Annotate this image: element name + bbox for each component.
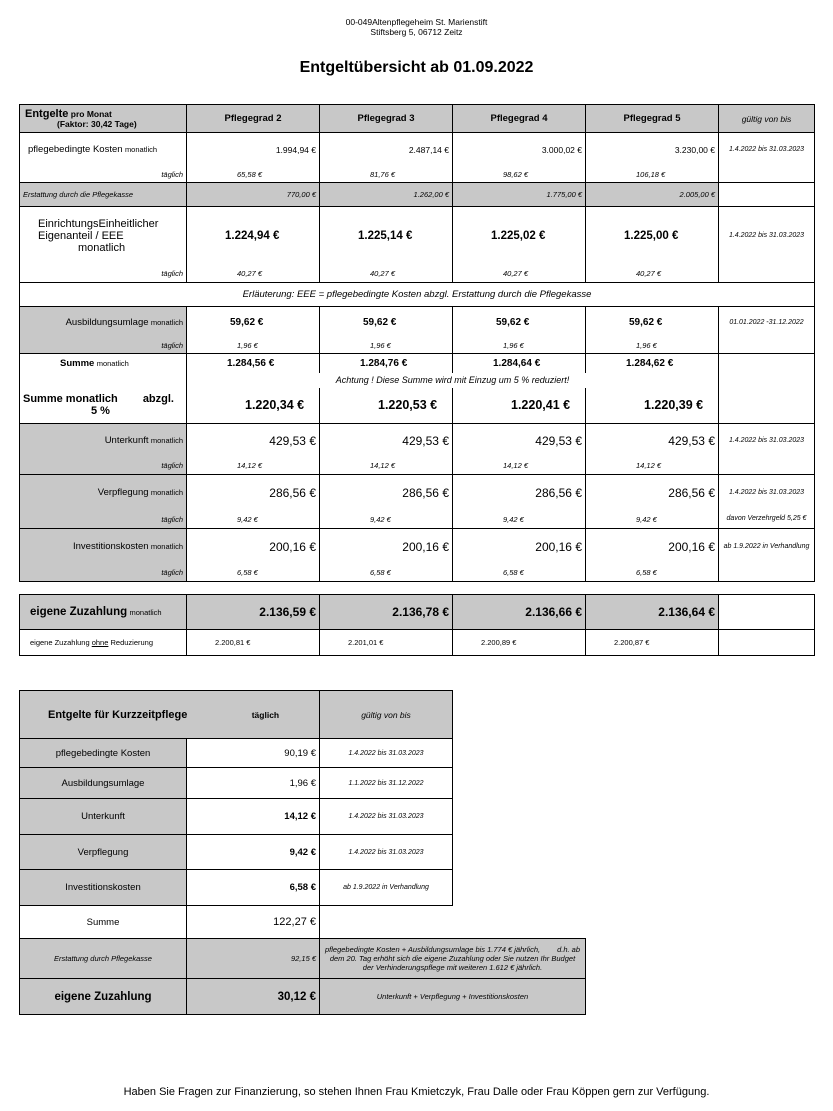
summe-label: Summe <box>60 357 95 369</box>
ik-daily-pg4: 6,58 € <box>453 565 586 582</box>
summe5-pg4: 1.220,41 € <box>453 388 586 424</box>
au-label-cell <box>20 307 187 338</box>
uk-row <box>20 424 815 458</box>
facility-name: 00-049Altenpflegeheim St. Marienstift <box>345 17 488 27</box>
achtung-row <box>20 373 815 388</box>
kz-row <box>20 870 586 906</box>
kz-row <box>20 799 586 835</box>
au-pg5: 59,62 € <box>586 307 719 338</box>
pk-value-pg3: 2.487,14 € <box>320 133 453 167</box>
kz-summe-label: Summe <box>20 906 187 939</box>
eee-daily-pg5: 40,27 € <box>586 265 719 283</box>
ik-daily-pg2: 6,58 € <box>187 565 320 582</box>
vp-pg4: 286,56 € <box>453 475 586 511</box>
summe-pg2: 1.284,56 € <box>187 354 320 373</box>
summe5-pg3: 1.220,53 € <box>320 388 453 424</box>
kz-valid-0: 1.4.2022 bis 31.03.2023 <box>320 739 453 768</box>
header-pflegegrad-2: Pflegegrad 2 <box>187 105 320 133</box>
erstattung-row <box>20 183 815 207</box>
au-daily-pg2: 1,96 € <box>187 338 320 354</box>
kz-ez-row <box>20 979 586 1015</box>
erlaeuterung-row <box>20 283 815 307</box>
kz-header-cell <box>20 691 320 739</box>
kz-erstattung-note <box>320 939 586 979</box>
vp-label-cell <box>20 475 187 511</box>
eee-label-cell <box>20 207 187 265</box>
au-gueltig: 01.01.2022 -31.12.2022 <box>719 307 815 338</box>
main-fee-table <box>19 104 815 656</box>
ik-row <box>20 529 815 565</box>
kz-note-line-1 <box>325 945 580 954</box>
summe-empty <box>719 354 815 373</box>
erlaeuterung-text: Erläuterung: EEE = pflegebedingte Kosten abzgl. Erstattung durch die Pflegekasse <box>20 283 815 307</box>
ez-label-cell <box>20 595 187 630</box>
kz-note-1: pflegebedingte Kosten + Ausbildungsumlage bis 1.774 € jährlich, <box>325 945 541 954</box>
ik-label: Investitionskosten <box>73 541 149 553</box>
ik-pg5: 200,16 € <box>586 529 719 565</box>
ezo-empty <box>719 630 815 656</box>
kz-note-dh: d.h. ab <box>557 945 580 954</box>
kurzzeitpflege-table <box>19 690 586 1015</box>
au-daily-pg5: 1,96 € <box>586 338 719 354</box>
kz-ez-note: Unterkunft + Verpflegung + Investitionskosten <box>320 979 586 1015</box>
summe5-label-cell <box>20 388 187 424</box>
uk-label: Unterkunft <box>104 435 149 447</box>
summe-pg5: 1.284,62 € <box>586 354 719 373</box>
vp-pg2: 286,56 € <box>187 475 320 511</box>
uk-daily-row <box>20 458 815 475</box>
pk-row <box>20 133 815 167</box>
kz-erstattung-label: Erstattung durch Pflegekasse <box>20 939 187 979</box>
vp-pg3: 286,56 € <box>320 475 453 511</box>
eee-daily-row <box>20 265 815 283</box>
ezo-label-ohne: ohne <box>91 638 109 647</box>
ik-pg2: 200,16 € <box>187 529 320 565</box>
summe5-pg5: 1.220,39 € <box>586 388 719 424</box>
kz-value-2: 14,12 € <box>187 799 320 835</box>
ik-monatlich: monatlich <box>150 542 183 552</box>
erstattung-label: Erstattung durch die Pflegekasse <box>20 183 187 207</box>
ez-monatlich: monatlich <box>129 608 162 617</box>
eee-row <box>20 207 815 265</box>
ez-pg2: 2.136,59 € <box>187 595 320 630</box>
uk-daily-pg5: 14,12 € <box>586 458 719 475</box>
summe-label-cell <box>20 354 187 373</box>
pk-value-pg4: 3.000,02 € <box>453 133 586 167</box>
footer-text: Haben Sie Fragen zur Finanzierung, so stehen Ihnen Frau Kmietczyk, Frau Dalle oder Frau Köppen gern zur Verfügung. <box>123 1086 710 1098</box>
au-daily-pg4: 1,96 € <box>453 338 586 354</box>
kz-summe-blank-2 <box>453 906 586 939</box>
kz-label-2: Unterkunft <box>20 799 187 835</box>
erstattung-pg5: 2.005,00 € <box>586 183 719 207</box>
kz-label-3: Verpflegung <box>20 835 187 870</box>
uk-monatlich: monatlich <box>150 436 183 446</box>
kz-valid-1: 1.1.2022 bis 31.12.2022 <box>320 768 453 799</box>
vp-pg5: 286,56 € <box>586 475 719 511</box>
kz-header-blank <box>453 691 586 739</box>
uk-daily-empty <box>719 458 815 475</box>
ez-empty <box>719 595 815 630</box>
pk-daily-pg4: 98,62 € <box>453 167 586 183</box>
summe5-empty <box>719 388 815 424</box>
kz-value-1: 1,96 € <box>187 768 320 799</box>
pk-label-cell <box>20 133 187 167</box>
kz-blank-3 <box>453 835 586 870</box>
uk-pg5: 429,53 € <box>586 424 719 458</box>
summe-monatlich: monatlich <box>96 358 129 368</box>
pk-value-pg5: 3.230,00 € <box>586 133 719 167</box>
pk-label: pflegebedingte Kosten <box>28 144 123 156</box>
ik-taeglich: täglich <box>20 565 187 582</box>
vp-verzehrgeld: davon Verzehrgeld 5,25 € <box>719 511 815 529</box>
ez-pg4: 2.136,66 € <box>453 595 586 630</box>
header-gueltig: gültig von bis <box>719 105 815 133</box>
au-label: Ausbildungsumlage <box>65 316 149 328</box>
pk-daily-pg2: 65,58 € <box>187 167 320 183</box>
eee-gueltig: 1.4.2022 bis 31.03.2023 <box>719 207 815 265</box>
ezo-row <box>20 630 815 656</box>
ezo-label-c: Reduzierung <box>108 638 154 647</box>
summe5-label-1: Summe monatlich <box>23 393 118 406</box>
ezo-pg5: 2.200,87 € <box>586 630 719 656</box>
ez-pg3: 2.136,78 € <box>320 595 453 630</box>
kz-value-4: 6,58 € <box>187 870 320 906</box>
ik-daily-pg3: 6,58 € <box>320 565 453 582</box>
eee-pg4: 1.225,02 € <box>453 207 586 265</box>
ik-pg4: 200,16 € <box>453 529 586 565</box>
kz-row <box>20 835 586 870</box>
erstattung-pg2: 770,00 € <box>187 183 320 207</box>
header-pflegegrad-5: Pflegegrad 5 <box>586 105 719 133</box>
kz-title: Entgelte für Kurzzeitpflege <box>48 708 188 721</box>
kz-row <box>20 768 586 799</box>
ez-row <box>20 595 815 630</box>
eee-daily-pg3: 40,27 € <box>320 265 453 283</box>
eee-label-1: EinrichtungsEinheitlicher <box>38 217 159 230</box>
facility-address: Stiftsberg 5, 06712 Zeitz <box>370 27 463 37</box>
header-pro-monat: pro Monat <box>70 108 112 119</box>
ez-label: eigene Zuzahlung <box>30 606 128 618</box>
pk-monatlich: monatlich <box>124 145 158 155</box>
summe5-abzgl: abzgl. <box>142 393 174 406</box>
pk-daily-row <box>20 167 815 183</box>
ik-daily-row <box>20 565 815 582</box>
kz-header-row <box>20 691 586 739</box>
kz-value-3: 9,42 € <box>187 835 320 870</box>
spacer-row <box>20 582 815 595</box>
summe5-label-2: 5 % <box>91 405 110 418</box>
uk-gueltig: 1.4.2022 bis 31.03.2023 <box>719 424 815 458</box>
au-row <box>20 307 815 338</box>
kz-gueltig: gültig von bis <box>320 691 453 739</box>
kz-ez-value: 30,12 € <box>187 979 320 1015</box>
kz-summe-blank <box>320 906 453 939</box>
summe-pg3: 1.284,76 € <box>320 354 453 373</box>
summe-pg4: 1.284,64 € <box>453 354 586 373</box>
kz-blank-1 <box>453 768 586 799</box>
uk-taeglich: täglich <box>20 458 187 475</box>
header-entgelte: Entgelte <box>25 107 69 120</box>
au-pg3: 59,62 € <box>320 307 453 338</box>
vp-daily-pg4: 9,42 € <box>453 511 586 529</box>
eee-pg2: 1.224,94 € <box>187 207 320 265</box>
page-title: Entgeltübersicht ab 01.09.2022 <box>299 59 534 76</box>
kz-erstattung-value: 92,15 € <box>187 939 320 979</box>
kz-blank-2 <box>453 799 586 835</box>
kz-blank-4 <box>453 870 586 906</box>
ik-gueltig: ab 1.9.2022 in Verhandlung <box>719 529 815 565</box>
ezo-label-a: eigene Zuzahlung <box>30 638 92 647</box>
eee-daily-empty <box>719 265 815 283</box>
header-faktor: (Faktor: 30,42 Tage) <box>57 118 137 129</box>
kz-row <box>20 739 586 768</box>
au-daily-row <box>20 338 815 354</box>
au-pg4: 59,62 € <box>453 307 586 338</box>
pk-daily-empty <box>719 167 815 183</box>
vp-row <box>20 475 815 511</box>
kz-value-0: 90,19 € <box>187 739 320 768</box>
kz-label-1: Ausbildungsumlage <box>20 768 187 799</box>
uk-pg4: 429,53 € <box>453 424 586 458</box>
ezo-label-cell <box>20 630 187 656</box>
erstattung-pg3: 1.262,00 € <box>320 183 453 207</box>
header-pflegegrad-4: Pflegegrad 4 <box>453 105 586 133</box>
ezo-pg2: 2.200,81 € <box>187 630 320 656</box>
vp-daily-pg3: 9,42 € <box>320 511 453 529</box>
eee-pg3: 1.225,14 € <box>320 207 453 265</box>
summe-row <box>20 354 815 373</box>
header-pflegegrad-3: Pflegegrad 3 <box>320 105 453 133</box>
vp-daily-pg5: 9,42 € <box>586 511 719 529</box>
uk-label-cell <box>20 424 187 458</box>
uk-daily-pg2: 14,12 € <box>187 458 320 475</box>
kz-label-4: Investitionskosten <box>20 870 187 906</box>
summe5-pg2: 1.220,34 € <box>187 388 320 424</box>
kz-valid-4: ab 1.9.2022 in Verhandlung <box>320 870 453 906</box>
kz-blank-0 <box>453 739 586 768</box>
au-pg2: 59,62 € <box>187 307 320 338</box>
summe5-row <box>20 388 815 424</box>
ik-label-cell <box>20 529 187 565</box>
kz-summe-row <box>20 906 586 939</box>
ik-pg3: 200,16 € <box>320 529 453 565</box>
spacer-cell <box>20 582 815 595</box>
ezo-pg3: 2.201,01 € <box>320 630 453 656</box>
kz-ez-label: eigene Zuzahlung <box>20 979 187 1015</box>
kz-label-0: pflegebedingte Kosten <box>20 739 187 768</box>
uk-daily-pg4: 14,12 € <box>453 458 586 475</box>
header-row <box>20 105 815 133</box>
achtung-empty-right <box>719 373 815 388</box>
erstattung-empty <box>719 183 815 207</box>
pk-taeglich: täglich <box>20 167 187 183</box>
kz-summe-value: 122,27 € <box>187 906 320 939</box>
kz-erstattung-row <box>20 939 586 979</box>
au-daily-pg3: 1,96 € <box>320 338 453 354</box>
ik-daily-empty <box>719 565 815 582</box>
pk-daily-pg3: 81,76 € <box>320 167 453 183</box>
pk-gueltig: 1.4.2022 bis 31.03.2023 <box>719 133 815 167</box>
ez-pg5: 2.136,64 € <box>586 595 719 630</box>
eee-label-2: Eigenanteil / EEE <box>38 229 124 242</box>
eee-pg5: 1.225,00 € <box>586 207 719 265</box>
vp-taeglich: täglich <box>20 511 187 529</box>
au-taeglich: täglich <box>20 338 187 354</box>
ik-daily-pg5: 6,58 € <box>586 565 719 582</box>
uk-pg3: 429,53 € <box>320 424 453 458</box>
au-daily-empty <box>719 338 815 354</box>
erstattung-pg4: 1.775,00 € <box>453 183 586 207</box>
kz-valid-3: 1.4.2022 bis 31.03.2023 <box>320 835 453 870</box>
pk-value-pg2: 1.994,94 € <box>187 133 320 167</box>
au-monatlich: monatlich <box>150 317 183 327</box>
vp-monatlich: monatlich <box>150 488 183 498</box>
achtung-text: Achtung ! Diese Summe wird mit Einzug um 5 % reduziert! <box>187 373 719 388</box>
vp-daily-row <box>20 511 815 529</box>
kz-note-2: dem 20. Tag erhöht sich die eigene Zuzahlung oder Sie nutzen Ihr Budget der Verhinderungspflege mit weiteren 1.612 € jährlich. <box>329 954 576 972</box>
eee-daily-pg2: 40,27 € <box>187 265 320 283</box>
uk-daily-pg3: 14,12 € <box>320 458 453 475</box>
vp-gueltig: 1.4.2022 bis 31.03.2023 <box>719 475 815 511</box>
eee-daily-pg4: 40,27 € <box>453 265 586 283</box>
achtung-empty-left <box>20 373 187 388</box>
vp-label: Verpflegung <box>97 487 149 499</box>
vp-daily-pg2: 9,42 € <box>187 511 320 529</box>
eee-monatlich: monatlich <box>78 241 126 254</box>
ezo-pg4: 2.200,89 € <box>453 630 586 656</box>
kz-valid-2: 1.4.2022 bis 31.03.2023 <box>320 799 453 835</box>
kz-taeglich: täglich <box>251 709 280 720</box>
pk-daily-pg5: 106,18 € <box>586 167 719 183</box>
eee-taeglich: täglich <box>20 265 187 283</box>
uk-pg2: 429,53 € <box>187 424 320 458</box>
header-entgelte-cell <box>20 105 187 133</box>
